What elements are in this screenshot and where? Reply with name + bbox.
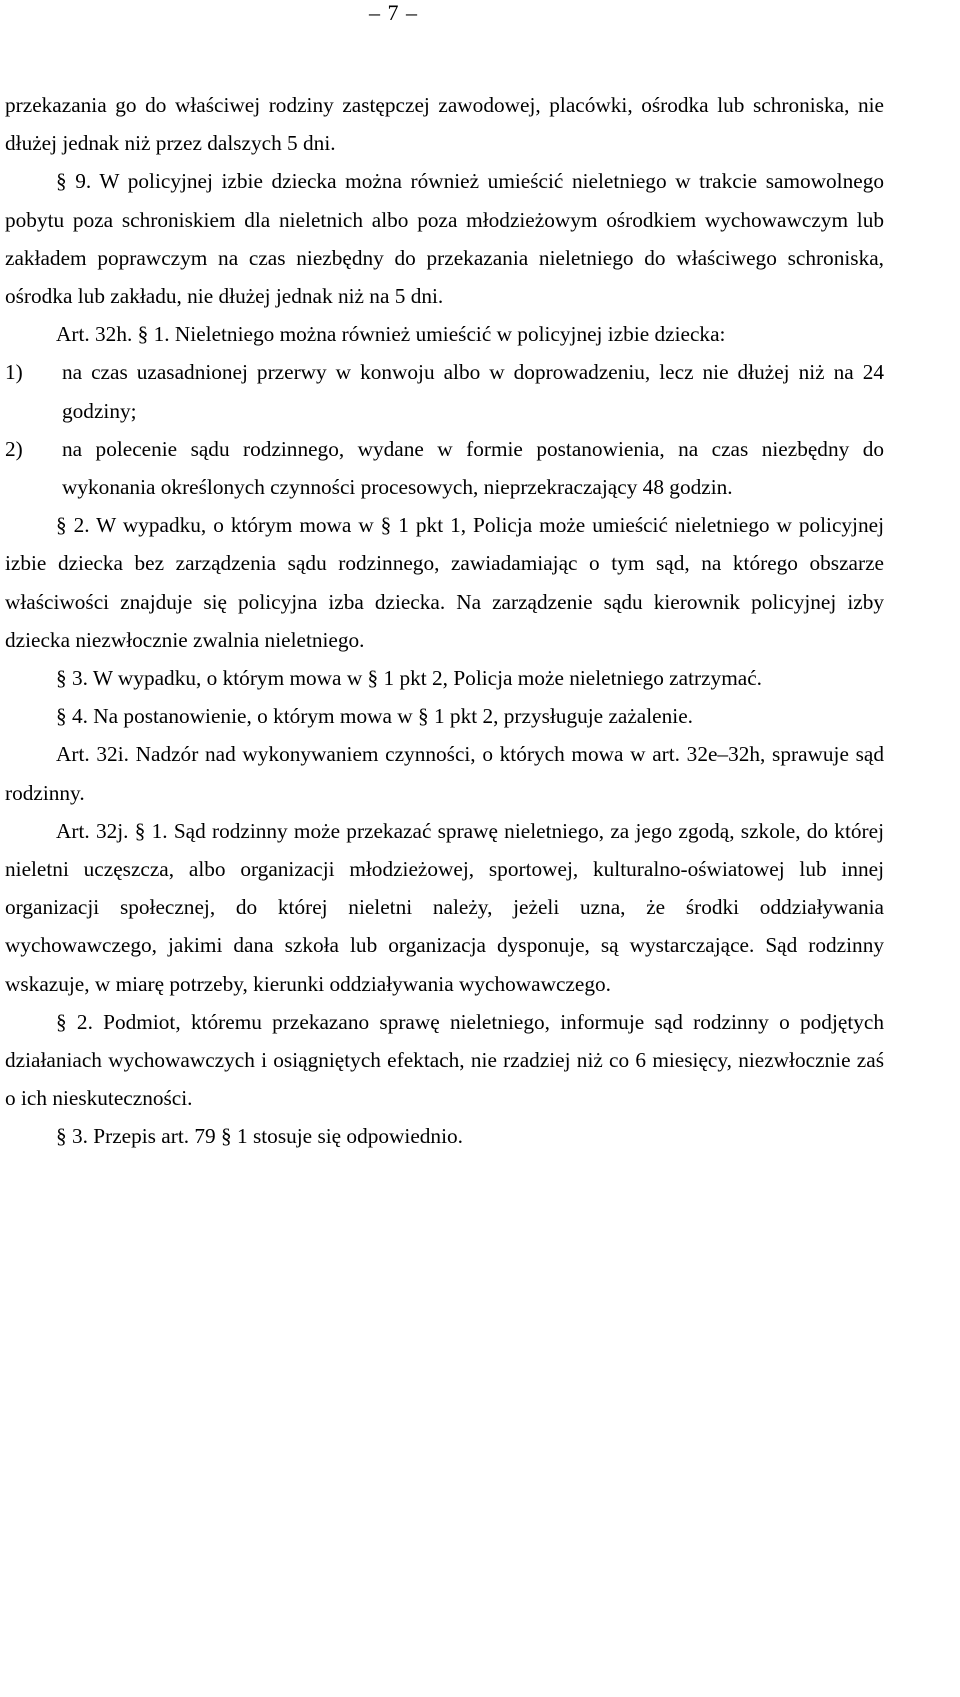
list-item-text: na polecenie sądu rodzinnego, wydane w formie postanowienia, na czas niezbędny do wykonania określonych czynności procesowych, nieprzekraczający 48 godzin. — [62, 436, 884, 500]
paragraph-art-32j-par-3: § 3. Przepis art. 79 § 1 stosuje się odpowiednio. — [56, 1124, 463, 1149]
paragraph-art-32h-par-3: § 3. W wypadku, o którym mowa w § 1 pkt 2, Policja może nieletniego zatrzymać. — [56, 666, 762, 691]
paragraph-par-9: § 9. W policyjnej izbie dziecka można również umieścić nieletniego w trakcie samowolnego pobytu poza schroniskiem dla nieletnich albo poza młodzieżowym ośrodkiem wychowawczym lub zakładem poprawczym na czas niezbędny do przekazania nieletniego do właściwego schroniska, ośrodka lub zakładu, nie dłużej jednak niż na 5 dni. — [5, 169, 884, 309]
paragraph-art-32i: Art. 32i. Nadzór nad wykonywaniem czynności, o których mowa w art. 32e–32h, sprawuje sąd rodzinny. — [5, 742, 884, 805]
list-item-text: na czas uzasadnionej przerwy w konwoju albo w doprowadzeniu, lecz nie dłużej niż na 24 godziny; — [62, 360, 884, 423]
document-body — [5, 86, 884, 1156]
paragraph-art-32h-par-4: § 4. Na postanowienie, o którym mowa w § 1 pkt 2, przysługuje zażalenie. — [56, 704, 693, 729]
page-number: – 7 – — [369, 0, 418, 25]
paragraph-art-32j-par-1: Art. 32j. § 1. Sąd rodzinny może przekazać sprawę nieletniego, za jego zgodą, szkole, do której nieletni uczęszcza, albo organizacji młodzieżowej, sportowej, kulturalno-oświatowej lub innej organizacji społecznej, do której nieletni należy, jeżeli uzna, że środki oddziaływania wychowawczego, jakimi dana szkoła lub organizacja dysponuje, są wystarczające. Sąd rodzinny wskazuje, w miarę potrzeby, kierunki oddziaływania wychowawczego. — [5, 818, 884, 996]
list-item — [5, 353, 884, 429]
list-item-number: 2) — [5, 436, 23, 461]
list-item — [5, 430, 884, 506]
list-item-number: 1) — [5, 360, 23, 385]
paragraph-continuation: przekazania go do właściwej rodziny zastępczej zawodowej, placówki, ośrodka lub schroniska, nie dłużej jednak niż przez dalszych 5 dni. — [5, 93, 884, 156]
paragraph-art-32j-par-2: § 2. Podmiot, któremu przekazano sprawę nieletniego, informuje sąd rodzinny o podjętych działaniach wychowawczych i osiągniętych efektach, nie rzadziej niż co 6 miesięcy, niezwłocznie zaś o ich nieskuteczności. — [5, 1009, 884, 1111]
paragraph-art-32h-par-1: Art. 32h. § 1. Nieletniego można również umieścić w policyjnej izbie dziecka: — [56, 322, 726, 347]
paragraph-art-32h-par-2: § 2. W wypadku, o którym mowa w § 1 pkt 1, Policja może umieścić nieletniego w policyjnej izbie dziecka bez zarządzenia sądu rodzinnego, zawiadamiając o tym sąd, na którego obszarze właściwości znajduje się policyjna izba dziecka. Na zarządzenie sądu kierownik policyjnej izby dziecka niezwłocznie zwalnia nieletniego. — [5, 513, 884, 652]
